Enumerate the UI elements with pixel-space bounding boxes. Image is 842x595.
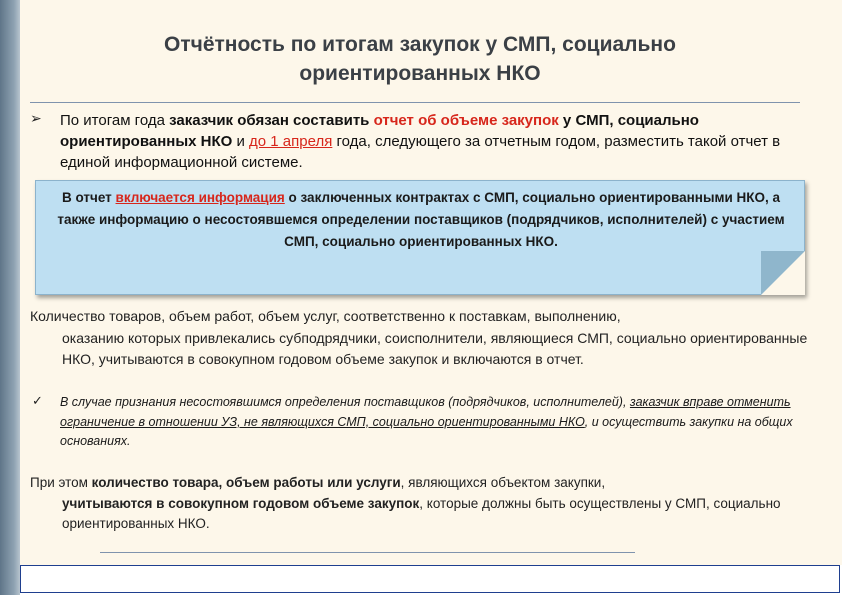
title-line-1: Отчётность по итогам закупок у СМП, социально [164,33,676,56]
info-callout-box [35,180,805,295]
title-line-2: ориентированных НКО [299,62,541,85]
footer-strip [20,565,840,593]
paragraph-report-obligation: По итогам года заказчик обязан составить отчет об объеме закупок у СМП, социально ориентированных НКО и до 1 апреля года, следующего за отчетным годом, разместить такой отчет в единой информационной системе. [60,112,781,171]
highlight-included-info: включается информация [115,190,285,205]
title-divider [30,102,800,103]
arrow-bullet-icon: ➢ [30,110,42,126]
slide-title [60,30,780,88]
highlight-report-volume: отчет об объеме закупок [373,112,559,129]
paragraph-annual-volume: При этом количество товара, объем работы или услуги, являющихся объектом закупки, учитываются в совокупном годовом объеме закупок, которые должны быть осуществлены у СМП, социально ориентированных НКО. [30,475,781,531]
checkmark-icon: ✓ [32,393,43,408]
highlight-deadline: до 1 апреля [249,133,333,150]
left-edge-bar [0,0,20,595]
paragraph-failed-procurement: В случае признания несостоявшимся определения поставщиков (подрядчиков, исполнителей), заказчик вправе отменить ограничение в отношении УЗ, не являющихся СМП, социально ориентированными НКО, и осуществить закупки на общих основаниях. [60,395,793,448]
callout-text: В отчет включается информация о заключенных контрактах с СМП, социально ориентированными НКО, а также информацию о несостоявшемся определении поставщиков (подрядчиков, исполнителей) с участием СМП, социально ориентированных НКО. [57,190,785,249]
paragraph-subcontractors: Количество товаров, объем работ, объем услуг, соответственно к поставкам, выполнению, оказанию которых привлекались субподрядчики, соисполнители, являющиеся СМП, социально ориентированные НКО, учитываются в совокупном годовом объеме закупок и включаются в отчет. [30,308,808,367]
page-fold-corner [761,251,805,295]
bottom-divider [100,552,635,553]
